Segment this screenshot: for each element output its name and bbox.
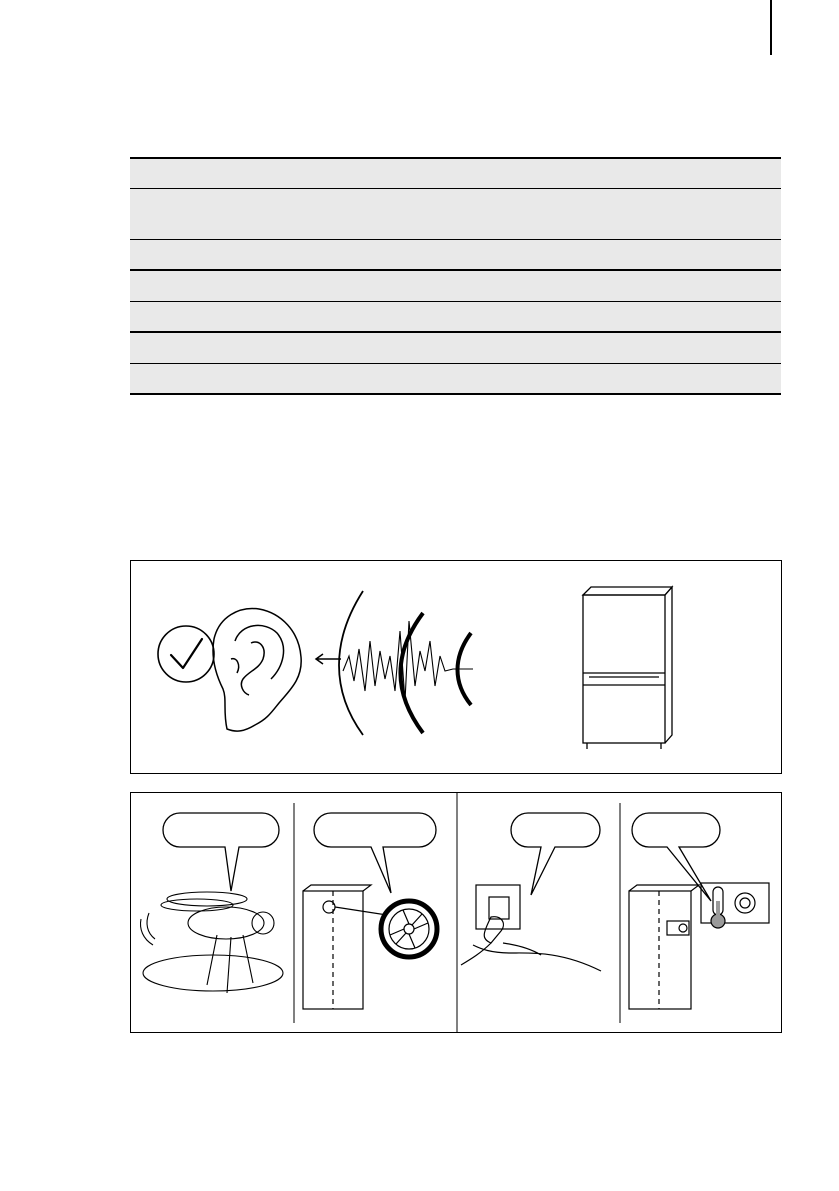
table-row bbox=[130, 301, 781, 332]
table-cell bbox=[130, 239, 456, 270]
table-cell bbox=[456, 158, 782, 188]
check-icon bbox=[158, 626, 214, 682]
table-row bbox=[130, 363, 781, 394]
table-cell bbox=[456, 363, 782, 394]
table-cell bbox=[130, 301, 456, 332]
switch-icon bbox=[461, 885, 601, 971]
table-cell bbox=[130, 363, 456, 394]
fan-icon bbox=[303, 885, 437, 1009]
ear-icon bbox=[213, 609, 301, 732]
table-cell bbox=[130, 188, 456, 239]
table-row bbox=[130, 239, 781, 270]
noise-illustration-panel bbox=[130, 560, 782, 774]
thermostat-icon bbox=[629, 883, 769, 1009]
table-cell bbox=[456, 301, 782, 332]
table-cell bbox=[130, 332, 456, 363]
arrow-icon bbox=[316, 654, 341, 664]
table-cell bbox=[456, 332, 782, 363]
noise-illustration bbox=[131, 561, 781, 773]
noise-sources-illustration bbox=[131, 793, 781, 1032]
table-cell bbox=[456, 188, 782, 239]
table-row bbox=[130, 188, 781, 239]
table-cell bbox=[130, 158, 456, 188]
sound-wave-icon bbox=[339, 591, 473, 735]
fly-icon bbox=[141, 892, 284, 993]
table-row bbox=[130, 332, 781, 363]
table-row bbox=[130, 270, 781, 301]
table-cell bbox=[456, 239, 782, 270]
speech-bubble bbox=[163, 813, 720, 901]
table-row bbox=[130, 158, 781, 188]
noise-sources-panel bbox=[130, 792, 782, 1033]
page-edge-rule bbox=[770, 0, 772, 55]
table-cell bbox=[130, 270, 456, 301]
fridge-freezer-icon bbox=[583, 587, 672, 749]
spec-table bbox=[130, 157, 781, 395]
table-cell bbox=[456, 270, 782, 301]
